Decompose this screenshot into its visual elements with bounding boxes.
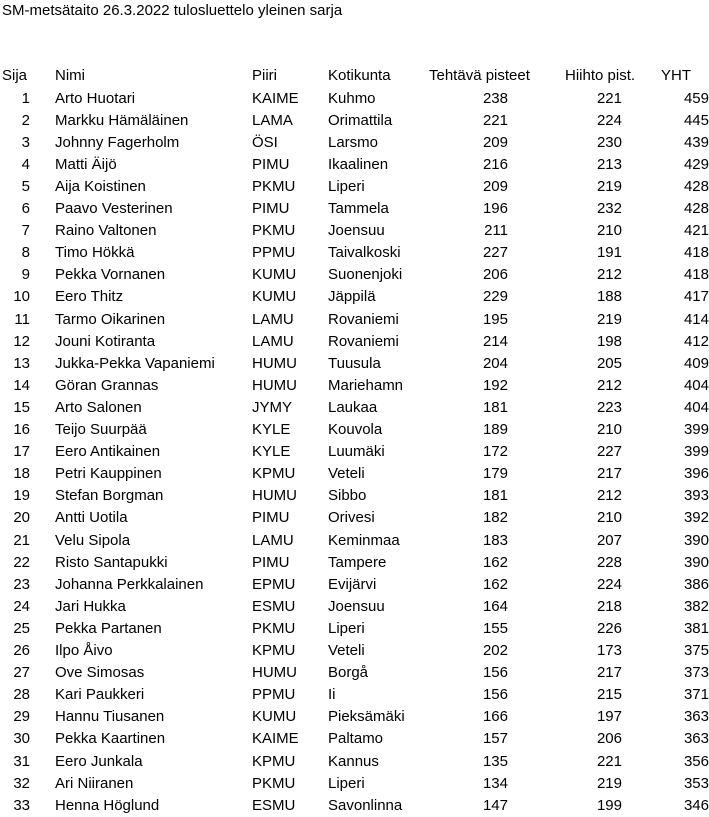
- table-row: [0, 220, 709, 242]
- cell-sija: 30: [13, 730, 30, 748]
- cell-nimi: Arto Huotari: [55, 89, 136, 107]
- cell-kotikunta: Liperi: [328, 619, 365, 637]
- cell-piiri: EPMU: [252, 575, 296, 593]
- cell-tehtava-pisteet: 134: [482, 774, 508, 792]
- cell-piiri: KAIME: [252, 89, 299, 107]
- cell-tehtava-pisteet: 182: [482, 509, 508, 527]
- cell-nimi: Pekka Vornanen: [55, 266, 166, 284]
- cell-piiri: LAMU: [252, 310, 294, 328]
- cell-yht: 428: [683, 177, 709, 195]
- cell-yht: 399: [683, 421, 709, 438]
- table-row: [0, 242, 709, 264]
- cell-yht: 409: [683, 354, 709, 372]
- cell-tehtava-pisteet: 196: [482, 200, 508, 217]
- cell-piiri: PIMU: [252, 200, 290, 217]
- cell-sija: 12: [13, 332, 30, 350]
- cell-nimi: Raino Valtonen: [55, 222, 157, 240]
- cell-tehtava-pisteet: 181: [482, 487, 508, 505]
- cell-hiihto-pist: 173: [596, 642, 622, 659]
- cell-yht: 396: [683, 465, 709, 483]
- cell-kotikunta: Tuusula: [328, 354, 381, 372]
- cell-piiri: ESMU: [252, 796, 296, 814]
- cell-nimi: Göran Grannas: [55, 376, 159, 394]
- cell-sija: 10: [13, 288, 30, 306]
- table-row: [0, 198, 709, 220]
- cell-sija: 14: [13, 376, 30, 394]
- cell-kotikunta: Jäppilä: [328, 288, 376, 306]
- cell-tehtava-pisteet: 227: [482, 244, 508, 262]
- cell-piiri: KPMU: [252, 642, 296, 659]
- cell-kotikunta: Orimattila: [328, 111, 393, 129]
- cell-sija: 18: [13, 465, 30, 483]
- cell-piiri: PKMU: [252, 619, 296, 637]
- cell-yht: 412: [683, 332, 709, 350]
- cell-yht: 381: [683, 619, 709, 637]
- cell-yht: 375: [683, 642, 709, 659]
- cell-hiihto-pist: 188: [596, 288, 622, 306]
- table-row: [0, 331, 709, 353]
- table-row: [0, 154, 709, 176]
- cell-kotikunta: Joensuu: [328, 222, 385, 240]
- cell-kotikunta: Sibbo: [328, 487, 367, 505]
- cell-hiihto-pist: 206: [596, 730, 622, 748]
- cell-tehtava-pisteet: 157: [482, 730, 508, 748]
- cell-hiihto-pist: 212: [596, 487, 622, 505]
- cell-kotikunta: Rovaniemi: [328, 332, 399, 350]
- cell-hiihto-pist: 217: [596, 664, 622, 682]
- cell-hiihto-pist: 219: [596, 177, 622, 195]
- cell-kotikunta: Keminmaa: [328, 531, 400, 549]
- cell-hiihto-pist: 218: [596, 597, 622, 615]
- cell-tehtava-pisteet: 216: [482, 155, 508, 173]
- cell-yht: 371: [683, 686, 709, 704]
- cell-piiri: ÖSI: [252, 133, 278, 151]
- cell-kotikunta: Orivesi: [328, 509, 375, 527]
- header-piiri: Piiri: [252, 67, 277, 84]
- cell-sija: 8: [21, 244, 30, 262]
- cell-piiri: PIMU: [252, 553, 290, 571]
- cell-nimi: Tarmo Oikarinen: [55, 310, 166, 328]
- cell-tehtava-pisteet: 206: [482, 266, 508, 284]
- cell-sija: 3: [21, 133, 30, 151]
- cell-nimi: Jouni Kotiranta: [55, 332, 156, 350]
- cell-hiihto-pist: 230: [596, 133, 622, 151]
- cell-piiri: HUMU: [252, 487, 297, 505]
- table-row: [0, 309, 709, 331]
- cell-yht: 392: [683, 509, 709, 527]
- cell-hiihto-pist: 223: [596, 398, 622, 416]
- cell-yht: 418: [683, 244, 709, 262]
- cell-sija: 26: [13, 642, 30, 659]
- cell-tehtava-pisteet: 181: [482, 398, 508, 416]
- cell-nimi: Velu Sipola: [55, 531, 131, 549]
- cell-kotikunta: Kuhmo: [328, 89, 376, 107]
- table-row: [0, 618, 709, 640]
- cell-hiihto-pist: 232: [596, 200, 622, 217]
- header-nimi: Nimi: [55, 67, 85, 84]
- table-row: [0, 264, 709, 286]
- cell-yht: 363: [683, 708, 709, 726]
- table-row: [0, 795, 709, 817]
- cell-kotikunta: Laukaa: [328, 398, 378, 416]
- cell-yht: 439: [683, 133, 709, 151]
- table-row: [0, 441, 709, 463]
- cell-kotikunta: Rovaniemi: [328, 310, 399, 328]
- cell-kotikunta: Ii: [328, 686, 336, 704]
- cell-hiihto-pist: 219: [596, 774, 622, 792]
- cell-nimi: Timo Hökkä: [55, 244, 135, 262]
- cell-sija: 11: [14, 310, 30, 328]
- cell-piiri: KUMU: [252, 708, 297, 726]
- cell-kotikunta: Suonenjoki: [328, 266, 403, 284]
- cell-piiri: KYLE: [252, 443, 291, 461]
- table-row: [0, 728, 709, 750]
- cell-sija: 23: [13, 575, 30, 593]
- cell-piiri: PPMU: [252, 244, 296, 262]
- header-sija: Sija: [2, 67, 28, 84]
- table-row: [0, 507, 709, 529]
- cell-hiihto-pist: 217: [596, 465, 622, 483]
- cell-piiri: KUMU: [252, 288, 297, 306]
- cell-sija: 33: [13, 796, 30, 814]
- cell-tehtava-pisteet: 156: [482, 686, 508, 704]
- cell-tehtava-pisteet: 183: [482, 531, 508, 549]
- cell-kotikunta: Veteli: [328, 465, 365, 483]
- table-row: [0, 662, 709, 684]
- cell-hiihto-pist: 221: [596, 89, 622, 107]
- cell-piiri: PKMU: [252, 222, 296, 240]
- cell-hiihto-pist: 224: [596, 575, 622, 593]
- cell-tehtava-pisteet: 189: [482, 421, 508, 438]
- cell-tehtava-pisteet: 162: [482, 553, 508, 571]
- cell-hiihto-pist: 210: [596, 421, 622, 438]
- cell-tehtava-pisteet: 172: [482, 443, 508, 461]
- cell-yht: 418: [683, 266, 709, 284]
- cell-sija: 20: [13, 509, 30, 527]
- cell-nimi: Johanna Perkkalainen: [55, 575, 204, 593]
- cell-sija: 28: [13, 686, 30, 704]
- cell-kotikunta: Ikaalinen: [328, 155, 389, 173]
- table-row: [0, 463, 709, 485]
- cell-piiri: PIMU: [252, 155, 290, 173]
- cell-piiri: HUMU: [252, 354, 297, 372]
- cell-tehtava-pisteet: 229: [482, 288, 508, 306]
- cell-hiihto-pist: 227: [596, 443, 622, 461]
- cell-kotikunta: Larsmo: [328, 133, 379, 151]
- header-tehtava-pisteet: Tehtävä pisteet: [429, 67, 530, 84]
- cell-sija: 9: [21, 266, 30, 284]
- cell-nimi: Kari Paukkeri: [55, 686, 145, 704]
- cell-tehtava-pisteet: 214: [482, 332, 508, 350]
- cell-piiri: HUMU: [252, 664, 297, 682]
- cell-sija: 6: [21, 200, 30, 217]
- cell-kotikunta: Paltamo: [328, 730, 384, 748]
- cell-hiihto-pist: 212: [596, 376, 622, 394]
- cell-hiihto-pist: 199: [596, 796, 622, 814]
- document-title: SM-metsätaito 26.3.2022 tulosluettelo yleinen sarja: [2, 2, 343, 19]
- cell-kotikunta: Evijärvi: [328, 575, 377, 593]
- cell-yht: 356: [683, 752, 709, 770]
- cell-kotikunta: Pieksämäki: [328, 708, 405, 726]
- table-row: [0, 419, 709, 441]
- table-row: [0, 88, 709, 110]
- cell-nimi: Antti Uotila: [55, 509, 128, 527]
- cell-yht: 390: [683, 553, 709, 571]
- cell-tehtava-pisteet: 202: [482, 642, 508, 659]
- cell-nimi: Stefan Borgman: [55, 487, 164, 505]
- cell-tehtava-pisteet: 238: [482, 89, 508, 107]
- cell-nimi: Pekka Partanen: [55, 619, 162, 637]
- cell-nimi: Eero Thitz: [55, 288, 124, 306]
- cell-sija: 29: [13, 708, 30, 726]
- header-hiihto-pist: Hiihto pist.: [565, 67, 636, 84]
- cell-tehtava-pisteet: 166: [482, 708, 508, 726]
- table-row: [0, 530, 709, 552]
- table-row: [0, 353, 709, 375]
- header-yht: YHT: [661, 67, 691, 84]
- cell-nimi: Eero Junkala: [55, 752, 143, 770]
- table-row: [0, 485, 709, 507]
- cell-hiihto-pist: 212: [596, 266, 622, 284]
- cell-piiri: LAMU: [252, 332, 294, 350]
- cell-piiri: LAMU: [252, 531, 294, 549]
- cell-hiihto-pist: 207: [596, 531, 622, 549]
- cell-piiri: LAMA: [252, 111, 293, 129]
- cell-sija: 27: [13, 664, 30, 682]
- table-row: [0, 751, 709, 773]
- cell-piiri: KAIME: [252, 730, 299, 748]
- cell-piiri: PKMU: [252, 774, 296, 792]
- cell-hiihto-pist: 197: [596, 708, 622, 726]
- cell-tehtava-pisteet: 204: [482, 354, 508, 372]
- cell-kotikunta: Kannus: [328, 752, 379, 770]
- cell-hiihto-pist: 210: [596, 509, 622, 527]
- cell-nimi: Jari Hukka: [55, 597, 126, 615]
- table-row: [0, 640, 709, 662]
- cell-hiihto-pist: 215: [596, 686, 622, 704]
- cell-nimi: Hannu Tiusanen: [55, 708, 165, 726]
- cell-tehtava-pisteet: 195: [482, 310, 508, 328]
- cell-nimi: Arto Salonen: [55, 398, 142, 416]
- cell-piiri: PIMU: [252, 509, 290, 527]
- cell-tehtava-pisteet: 209: [482, 133, 508, 151]
- cell-nimi: Ari Niiranen: [55, 774, 134, 792]
- cell-hiihto-pist: 221: [596, 752, 622, 770]
- cell-nimi: Ilpo Åivo: [55, 642, 113, 659]
- cell-piiri: PKMU: [252, 177, 296, 195]
- cell-yht: 429: [683, 155, 709, 173]
- cell-yht: 421: [683, 222, 709, 240]
- cell-hiihto-pist: 226: [596, 619, 622, 637]
- cell-sija: 7: [21, 222, 30, 240]
- table-row: [0, 375, 709, 397]
- cell-piiri: KPMU: [252, 752, 296, 770]
- cell-sija: 17: [13, 443, 30, 461]
- cell-nimi: Eero Antikainen: [55, 443, 161, 461]
- cell-yht: 363: [683, 730, 709, 748]
- cell-yht: 393: [683, 487, 709, 505]
- cell-kotikunta: Liperi: [328, 177, 365, 195]
- cell-tehtava-pisteet: 164: [482, 597, 508, 615]
- table-row: [0, 132, 709, 154]
- cell-hiihto-pist: 210: [596, 222, 622, 240]
- cell-piiri: HUMU: [252, 376, 297, 394]
- cell-nimi: Pekka Kaartinen: [55, 730, 166, 748]
- cell-tehtava-pisteet: 162: [482, 575, 508, 593]
- cell-yht: 459: [683, 89, 709, 107]
- cell-hiihto-pist: 224: [596, 111, 622, 129]
- cell-tehtava-pisteet: 147: [482, 796, 508, 814]
- cell-sija: 19: [13, 487, 30, 505]
- cell-nimi: Petri Kauppinen: [55, 465, 162, 483]
- cell-tehtava-pisteet: 192: [482, 376, 508, 394]
- cell-sija: 5: [21, 177, 30, 195]
- table-row: [0, 552, 709, 574]
- table-row: [0, 176, 709, 198]
- cell-sija: 13: [13, 354, 30, 372]
- table-header: [0, 65, 709, 87]
- table-row: [0, 397, 709, 419]
- header-kotikunta: Kotikunta: [328, 67, 391, 84]
- cell-sija: 15: [13, 398, 30, 416]
- cell-nimi: Ove Simosas: [55, 664, 145, 682]
- cell-hiihto-pist: 213: [596, 155, 622, 173]
- cell-tehtava-pisteet: 135: [482, 752, 508, 770]
- cell-tehtava-pisteet: 209: [482, 177, 508, 195]
- cell-piiri: JYMY: [252, 398, 293, 416]
- cell-yht: 399: [683, 443, 709, 461]
- cell-hiihto-pist: 205: [596, 354, 622, 372]
- cell-yht: 445: [683, 111, 709, 129]
- cell-sija: 25: [13, 619, 30, 637]
- cell-nimi: Markku Hämäläinen: [55, 111, 189, 129]
- cell-sija: 24: [13, 597, 30, 615]
- cell-nimi: Johnny Fagerholm: [55, 133, 180, 151]
- cell-yht: 390: [683, 531, 709, 549]
- cell-sija: 31: [13, 752, 30, 770]
- cell-nimi: Paavo Vesterinen: [55, 200, 173, 217]
- cell-kotikunta: Tammela: [328, 200, 389, 217]
- cell-yht: 428: [683, 200, 709, 217]
- cell-kotikunta: Liperi: [328, 774, 365, 792]
- cell-hiihto-pist: 191: [596, 244, 622, 262]
- cell-hiihto-pist: 219: [596, 310, 622, 328]
- cell-yht: 414: [683, 310, 709, 328]
- cell-kotikunta: Taivalkoski: [328, 244, 401, 262]
- cell-tehtava-pisteet: 221: [482, 111, 508, 129]
- table-row: [0, 706, 709, 728]
- table-row: [0, 286, 709, 308]
- cell-tehtava-pisteet: 156: [482, 664, 508, 682]
- table-row: [0, 684, 709, 706]
- cell-kotikunta: Savonlinna: [328, 796, 403, 814]
- cell-kotikunta: Joensuu: [328, 597, 385, 615]
- cell-yht: 373: [683, 664, 709, 682]
- cell-tehtava-pisteet: 179: [482, 465, 508, 483]
- cell-nimi: Teijo Suurpää: [55, 421, 147, 438]
- cell-nimi: Matti Äijö: [55, 155, 117, 173]
- cell-hiihto-pist: 198: [596, 332, 622, 350]
- cell-tehtava-pisteet: 155: [482, 619, 508, 637]
- cell-nimi: Aija Koistinen: [55, 177, 146, 195]
- cell-sija: 2: [21, 111, 30, 129]
- table-row: [0, 773, 709, 795]
- cell-kotikunta: Veteli: [328, 642, 365, 659]
- cell-piiri: KUMU: [252, 266, 297, 284]
- cell-sija: 16: [13, 421, 30, 438]
- cell-yht: 386: [683, 575, 709, 593]
- table-row: [0, 596, 709, 618]
- cell-kotikunta: Kouvola: [328, 421, 383, 438]
- cell-kotikunta: Mariehamn: [328, 376, 404, 394]
- cell-piiri: ESMU: [252, 597, 296, 615]
- cell-yht: 417: [683, 288, 709, 306]
- cell-piiri: PPMU: [252, 686, 296, 704]
- cell-yht: 353: [683, 774, 709, 792]
- cell-sija: 1: [21, 89, 30, 107]
- cell-nimi: Henna Höglund: [55, 796, 160, 814]
- cell-yht: 404: [683, 398, 709, 416]
- cell-yht: 404: [683, 376, 709, 394]
- cell-kotikunta: Borgå: [328, 664, 369, 682]
- cell-sija: 32: [13, 774, 30, 792]
- cell-hiihto-pist: 228: [596, 553, 622, 571]
- table-row: [0, 110, 709, 132]
- table-row: [0, 574, 709, 596]
- cell-kotikunta: Luumäki: [328, 443, 385, 461]
- cell-sija: 22: [13, 553, 30, 571]
- cell-nimi: Jukka-Pekka Vapaniemi: [55, 354, 215, 372]
- cell-kotikunta: Tampere: [328, 553, 387, 571]
- cell-nimi: Risto Santapukki: [55, 553, 168, 571]
- cell-piiri: KYLE: [252, 421, 291, 438]
- cell-sija: 4: [21, 155, 30, 173]
- cell-yht: 382: [683, 597, 709, 615]
- cell-sija: 21: [13, 531, 30, 549]
- cell-tehtava-pisteet: 211: [484, 222, 508, 240]
- cell-yht: 346: [683, 796, 709, 814]
- cell-piiri: KPMU: [252, 465, 296, 483]
